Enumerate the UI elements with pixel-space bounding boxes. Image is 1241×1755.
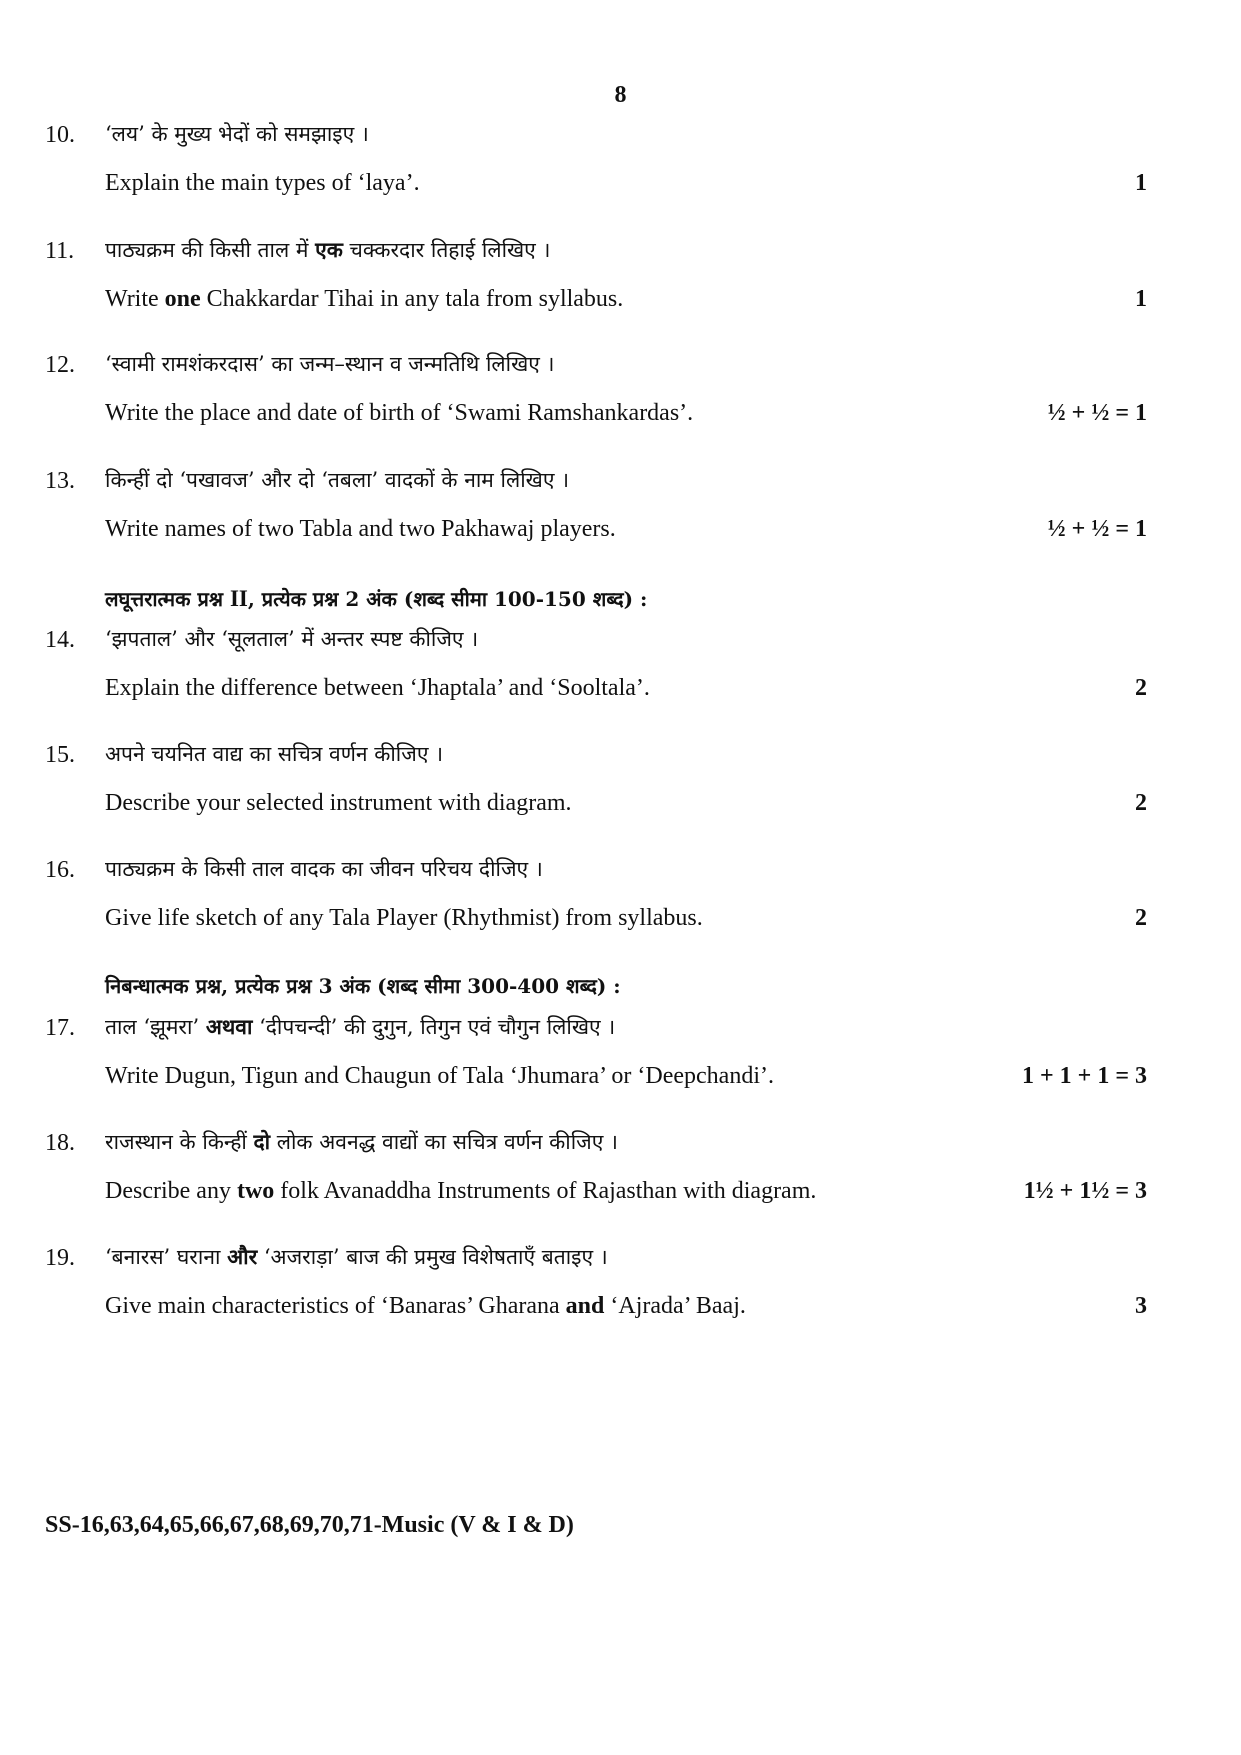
page-number: 8 [614, 82, 627, 108]
question-text-hindi: पाठ्यक्रम की किसी ताल में एक चक्करदार तिहाई लिखिए । [105, 237, 551, 262]
section-heading-short-answer: लघूत्तरात्मक प्रश्न II, प्रत्येक प्रश्न 2 अंक (शब्द सीमा 100-150 शब्द) : [105, 586, 648, 611]
question-marks: 2 [1135, 790, 1147, 816]
question-marks: 2 [1135, 675, 1147, 701]
question-marks: ½ + ½ = 1 [1047, 400, 1147, 426]
question-marks: 1 [1135, 170, 1147, 196]
question-text-english: Write one Chakkardar Tihai in any tala from syllabus. [105, 286, 624, 312]
question-marks: 1 + 1 + 1 = 3 [1021, 1063, 1147, 1089]
question-number: 13. [45, 468, 75, 494]
question-text-english: Give main characteristics of ‘Banaras’ Gharana and ‘Ajrada’ Baaj. [105, 1293, 746, 1319]
question-text-hindi: किन्हीं दो ‘पखावज’ और दो ‘तबला’ वादकों के नाम लिखिए । [105, 468, 570, 492]
question-number: 12. [45, 352, 75, 378]
question-text-english: Write the place and date of birth of ‘Swami Ramshankardas’. [105, 400, 694, 426]
question-text-hindi: ‘झपताल’ और ‘सूलताल’ में अन्तर स्पष्ट कीजिए । [105, 627, 479, 651]
question-number: 19. [45, 1245, 75, 1271]
question-text-hindi: अपने चयनित वाद्य का सचित्र वर्णन कीजिए । [105, 742, 444, 766]
question-text-english: Write Dugun, Tigun and Chaugun of Tala ‘Jhumara’ or ‘Deepchandi’. [105, 1063, 774, 1089]
question-marks: 1½ + 1½ = 3 [1023, 1178, 1147, 1204]
question-marks: 3 [1135, 1293, 1147, 1319]
question-number: 10. [45, 122, 75, 148]
question-number: 17. [45, 1015, 75, 1041]
question-number: 18. [45, 1130, 75, 1156]
question-marks: 2 [1135, 905, 1147, 931]
paper-code-footer: SS-16,63,64,65,66,67,68,69,70,71-Music (V & I & D) [45, 1512, 574, 1538]
question-text-hindi: ‘स्वामी रामशंकरदास’ का जन्म–स्थान व जन्मतिथि लिखिए । [105, 352, 555, 376]
question-text-english: Write names of two Tabla and two Pakhawaj players. [105, 516, 616, 542]
question-text-hindi: ‘बनारस’ घराना और ‘अजराड़ा’ बाज की प्रमुख विशेषताएँ बताइए । [105, 1244, 608, 1269]
question-text-english: Explain the difference between ‘Jhaptala’ and ‘Sooltala’. [105, 675, 650, 701]
question-text-english: Explain the main types of ‘laya’. [105, 170, 420, 196]
section-heading-essay: निबन्धात्मक प्रश्न, प्रत्येक प्रश्न 3 अंक (शब्द सीमा 300-400 शब्द) : [105, 974, 621, 998]
question-number: 15. [45, 742, 75, 768]
question-text-hindi: ‘लय’ के मुख्य भेदों को समझाइए । [105, 122, 369, 146]
question-text-english: Describe your selected instrument with diagram. [105, 790, 572, 816]
question-text-english: Describe any two folk Avanaddha Instruments of Rajasthan with diagram. [105, 1178, 817, 1204]
question-text-hindi: राजस्थान के किन्हीं दो लोक अवनद्ध वाद्यों का सचित्र वर्णन कीजिए । [105, 1129, 619, 1154]
question-number: 16. [45, 857, 75, 883]
question-marks: ½ + ½ = 1 [1047, 516, 1147, 542]
question-number: 14. [45, 627, 75, 653]
question-text-english: Give life sketch of any Tala Player (Rhythmist) from syllabus. [105, 905, 703, 931]
question-text-hindi: ताल ‘झूमरा’ अथवा ‘दीपचन्दी’ की दुगुन, तिगुन एवं चौगुन लिखिए । [105, 1014, 616, 1039]
question-number: 11. [45, 238, 75, 264]
question-marks: 1 [1135, 286, 1147, 312]
question-text-hindi: पाठ्यक्रम के किसी ताल वादक का जीवन परिचय दीजिए । [105, 857, 543, 881]
